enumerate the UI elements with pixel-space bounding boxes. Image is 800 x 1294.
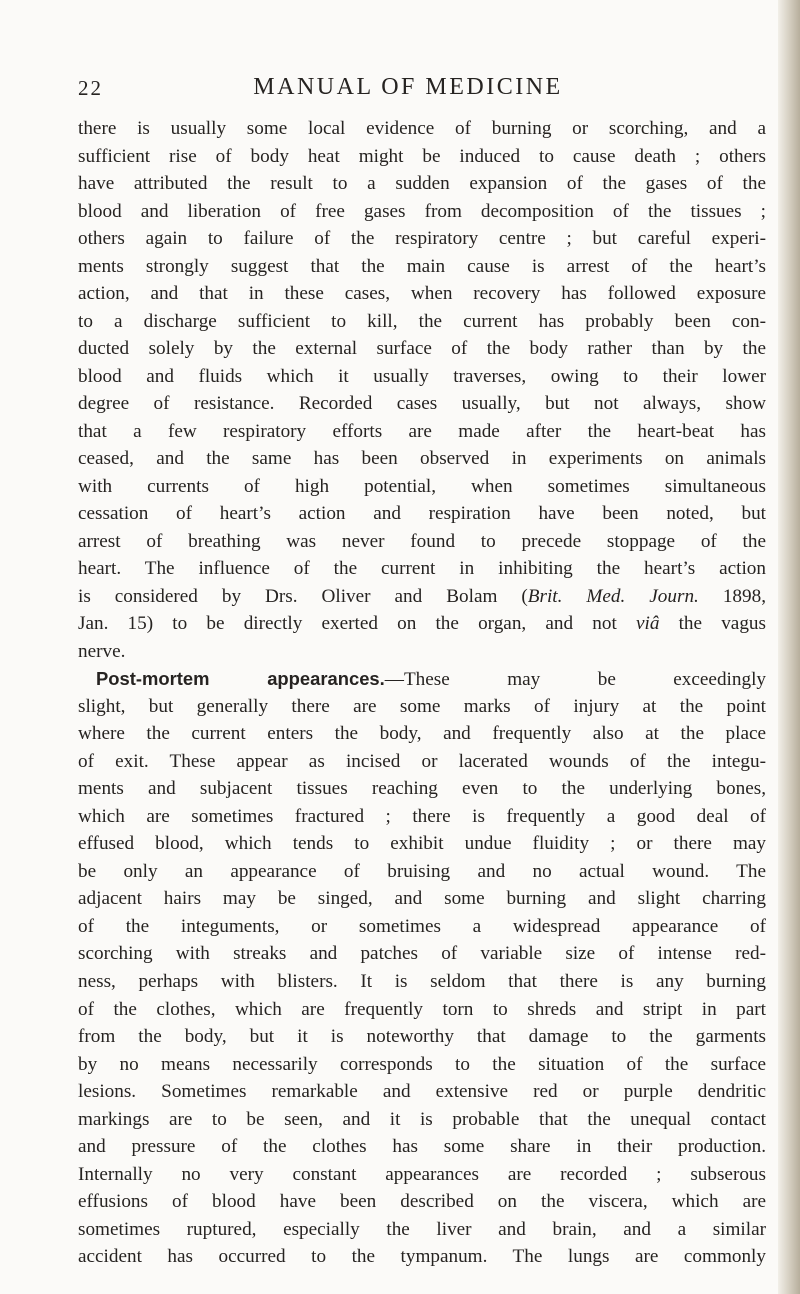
text-segment: from the body, but it is noteworthy that damage to the garments — [78, 1026, 766, 1048]
page-header — [78, 74, 738, 108]
text-segment: with currents of high potential, when sometimes simultaneous — [78, 475, 766, 497]
running-title: MANUAL OF MEDICINE — [253, 74, 563, 100]
text-line — [78, 830, 766, 858]
text-segment: ducted solely by the external surface of the body rather than by the — [78, 338, 766, 360]
text-segment: slight, but generally there are some marks of injury at the point — [78, 695, 766, 717]
text-segment: nerve. — [78, 640, 126, 662]
text-line — [78, 363, 766, 391]
text-line — [78, 913, 766, 941]
text-line — [78, 1216, 766, 1244]
text-segment: effused blood, which tends to exhibit undue fluidity ; or there may — [78, 833, 766, 855]
page-number: 22 — [78, 76, 103, 100]
text-segment: sufficient rise of body heat might be induced to cause death ; others — [78, 145, 766, 167]
text-segment: heart. The influence of the current in inhibiting the heart’s action — [78, 558, 766, 580]
text-line — [78, 1133, 766, 1161]
text-segment: ness, perhaps with blisters. It is seldom that there is any burning — [78, 970, 766, 992]
text-line — [78, 1243, 766, 1271]
text-line — [78, 143, 766, 171]
text-segment: accident has occurred to the tympanum. The lungs are commonly — [78, 1246, 766, 1268]
text-line — [78, 720, 766, 748]
text-segment: 1898, — [698, 585, 766, 607]
text-line — [78, 583, 766, 611]
italic-text: viâ — [635, 613, 660, 635]
text-segment: blood and liberation of free gases from decomposition of the tissues ; — [78, 200, 766, 222]
text-line — [78, 225, 766, 253]
text-line — [78, 198, 766, 226]
text-line — [78, 940, 766, 968]
italic-text: Brit. Med. Journ. — [527, 585, 699, 607]
text-line — [78, 280, 766, 308]
text-line — [78, 996, 766, 1024]
text-segment: which are sometimes fractured ; there is frequently a good deal of — [78, 805, 766, 827]
text-segment: lesions. Sometimes remarkable and extensive red or purple dendritic — [78, 1081, 766, 1103]
text-line — [78, 1051, 766, 1079]
text-line — [78, 610, 766, 638]
text-line — [78, 1161, 766, 1189]
text-line — [78, 390, 766, 418]
text-line — [78, 555, 766, 583]
text-line — [78, 858, 766, 886]
text-line — [78, 500, 766, 528]
text-segment: ments and subjacent tissues reaching even to the underlying bones, — [78, 778, 766, 800]
text-segment: of exit. These appear as incised or lacerated wounds of the integu- — [78, 750, 766, 772]
text-line — [78, 170, 766, 198]
text-line — [78, 528, 766, 556]
text-segment: of the integuments, or sometimes a widespread appearance of — [78, 915, 766, 937]
text-line — [78, 665, 766, 693]
text-segment: have attributed the result to a sudden expansion of the gases of the — [78, 173, 766, 195]
text-line — [78, 1023, 766, 1051]
text-segment: by no means necessarily corresponds to the situation of the surface — [78, 1053, 766, 1075]
text-segment: blood and fluids which it usually traverses, owing to their lower — [78, 365, 766, 387]
text-line — [78, 115, 766, 143]
text-segment: the vagus — [659, 613, 766, 635]
text-line — [78, 445, 766, 473]
text-line — [78, 253, 766, 281]
text-line — [78, 418, 766, 446]
text-line — [78, 748, 766, 776]
text-line — [78, 775, 766, 803]
text-segment: arrest of breathing was never found to precede stoppage of the — [78, 530, 766, 552]
text-line — [78, 1188, 766, 1216]
text-line — [78, 1078, 766, 1106]
page-edge-shadow — [778, 0, 800, 1294]
section-heading: Post-mortem appearances. — [96, 668, 385, 690]
text-segment: —These may be exceedingly — [384, 669, 766, 691]
text-segment: Jan. 15) to be directly exerted on the organ, and not — [78, 613, 636, 635]
text-line — [78, 885, 766, 913]
text-segment: scorching with streaks and patches of variable size of intense red- — [78, 943, 766, 965]
text-segment: to a discharge sufficient to kill, the current has probably been con- — [78, 310, 766, 332]
text-line — [78, 693, 766, 721]
text-segment: is considered by Drs. Oliver and Bolam ( — [78, 585, 528, 607]
text-line — [78, 473, 766, 501]
text-segment: Internally no very constant appearances are recorded ; subserous — [78, 1163, 766, 1185]
text-line — [78, 638, 766, 666]
text-segment: be only an appearance of bruising and no actual wound. The — [78, 860, 766, 882]
text-segment: and pressure of the clothes has some share in their production. — [78, 1136, 766, 1158]
text-segment: that a few respiratory efforts are made after the heart-beat has — [78, 420, 766, 442]
text-line — [78, 335, 766, 363]
text-segment: action, and that in these cases, when recovery has followed exposure — [78, 283, 766, 305]
text-segment: ceased, and the same has been observed in experiments on animals — [78, 448, 766, 470]
text-segment: cessation of heart’s action and respiration have been noted, but — [78, 503, 766, 525]
text-segment: markings are to be seen, and it is probable that the unequal contact — [78, 1108, 766, 1130]
text-line — [78, 968, 766, 996]
text-segment: effusions of blood have been described on the viscera, which are — [78, 1191, 766, 1213]
text-segment: adjacent hairs may be singed, and some burning and slight charring — [78, 888, 766, 910]
text-segment: sometimes ruptured, especially the liver and brain, and a similar — [78, 1218, 766, 1240]
text-line — [78, 1106, 766, 1134]
text-segment: there is usually some local evidence of burning or scorching, and a — [78, 118, 766, 139]
text-line — [78, 308, 766, 336]
body-text — [78, 115, 766, 1271]
text-segment: where the current enters the body, and frequently also at the place — [78, 723, 766, 745]
text-segment: others again to failure of the respiratory centre ; but careful experi- — [78, 228, 766, 250]
text-segment: of the clothes, which are frequently torn to shreds and stript in part — [78, 998, 766, 1020]
text-segment: degree of resistance. Recorded cases usually, but not always, show — [78, 393, 766, 415]
text-line — [78, 803, 766, 831]
text-segment: ments strongly suggest that the main cause is arrest of the heart’s — [78, 255, 766, 277]
